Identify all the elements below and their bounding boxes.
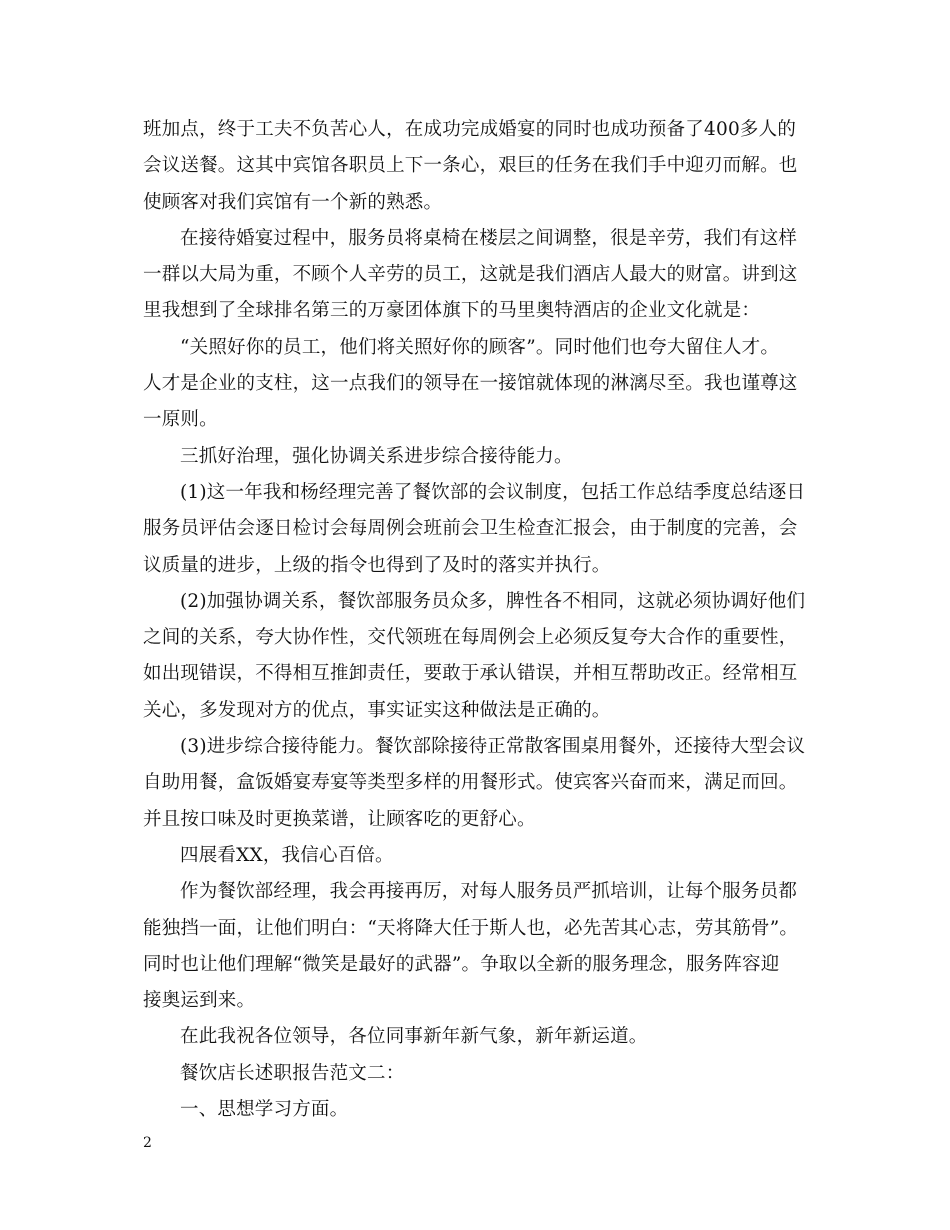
text-line: “关照好你的员工，他们将关照好你的顾客”。同时他们也夸大留住人才。 [180,336,780,358]
text-line: 服务员评估会逐日检讨会每周例会班前会卫生检查汇报会，由于制度的完善，会 [143,518,798,540]
text-line: 如出现错误，不得相互推卸责任，要敢于承认错误，并相互帮助改正。经常相互 [143,663,798,685]
text-line: 之间的关系，夸大协作性，交代领班在每周例会上必须反复夸大合作的重要性， [143,627,798,649]
text-line: 关心，多发现对方的优点，事实证实这种做法是正确的。 [143,699,611,721]
text-line: 能独挡一面，让他们明白：“天将降大任于斯人也，必先苦其心志，劳其筋骨”。 [143,917,799,939]
text-line: 三抓好治理，强化协调关系进步综合接待能力。 [180,445,573,467]
document-body [143,112,813,1128]
text-line: 并且按口味及时更换菜谱，让顾客吃的更舒心。 [143,808,536,830]
text-line: 使顾客对我们宾馆有一个新的熟悉。 [143,191,443,213]
text-line: 在此我祝各位领导，各位同事新年新气象，新年新运道。 [180,1026,648,1048]
text-line: (3)进步综合接待能力。餐饮部除接待正常散客围桌用餐外，还接待大型会议 [180,736,806,758]
text-line: 议质量的进步，上级的指令也得到了及时的落实并执行。 [143,554,611,576]
text-line: (1)这一年我和杨经理完善了餐饮部的会议制度，包括工作总结季度总结逐日 [180,481,806,503]
text-line: 餐饮店长述职报告范文二： [180,1062,405,1084]
text-line: 作为餐饮部经理，我会再接再厉，对每人服务员严抓培训，让每个服务员都 [180,881,798,903]
text-line: 一、思想学习方面。 [180,1099,349,1121]
text-line: 班加点，终于工夫不负苦心人，在成功完成婚宴的同时也成功预备了400多人的 [143,119,797,140]
text-line: 里我想到了全球排名第三的万豪团体旗下的马里奥特酒店的企业文化就是： [143,300,761,322]
text-line: (2)加强协调关系，餐饮部服务员众多，脾性各不相同，这就必须协调好他们 [180,590,806,612]
text-line: 四展看XX，我信心百倍。 [180,844,394,866]
text-line: 一原则。 [143,409,218,431]
page-number: 2 [143,1135,152,1151]
text-line: 同时也让他们理解“微笑是最好的武器”。争取以全新的服务理念，服务阵容迎 [143,953,780,975]
text-line: 自助用餐，盒饭婚宴寿宴等类型多样的用餐形式。使宾客兴奋而来，满足而回。 [143,772,798,794]
text-line: 人才是企业的支柱，这一点我们的领导在一接馆就体现的淋漓尽至。我也谨尊这 [143,373,798,395]
text-line: 一群以大局为重，不顾个人辛劳的员工，这就是我们酒店人最大的财富。讲到这 [143,264,798,286]
text-line: 接奥运到来。 [143,990,256,1012]
text-line: 会议送餐。这其中宾馆各职员上下一条心，艰巨的任务在我们手中迎刃而解。也 [143,155,798,177]
text-line: 在接待婚宴过程中，服务员将桌椅在楼层之间调整，很是辛劳，我们有这样 [180,227,798,249]
